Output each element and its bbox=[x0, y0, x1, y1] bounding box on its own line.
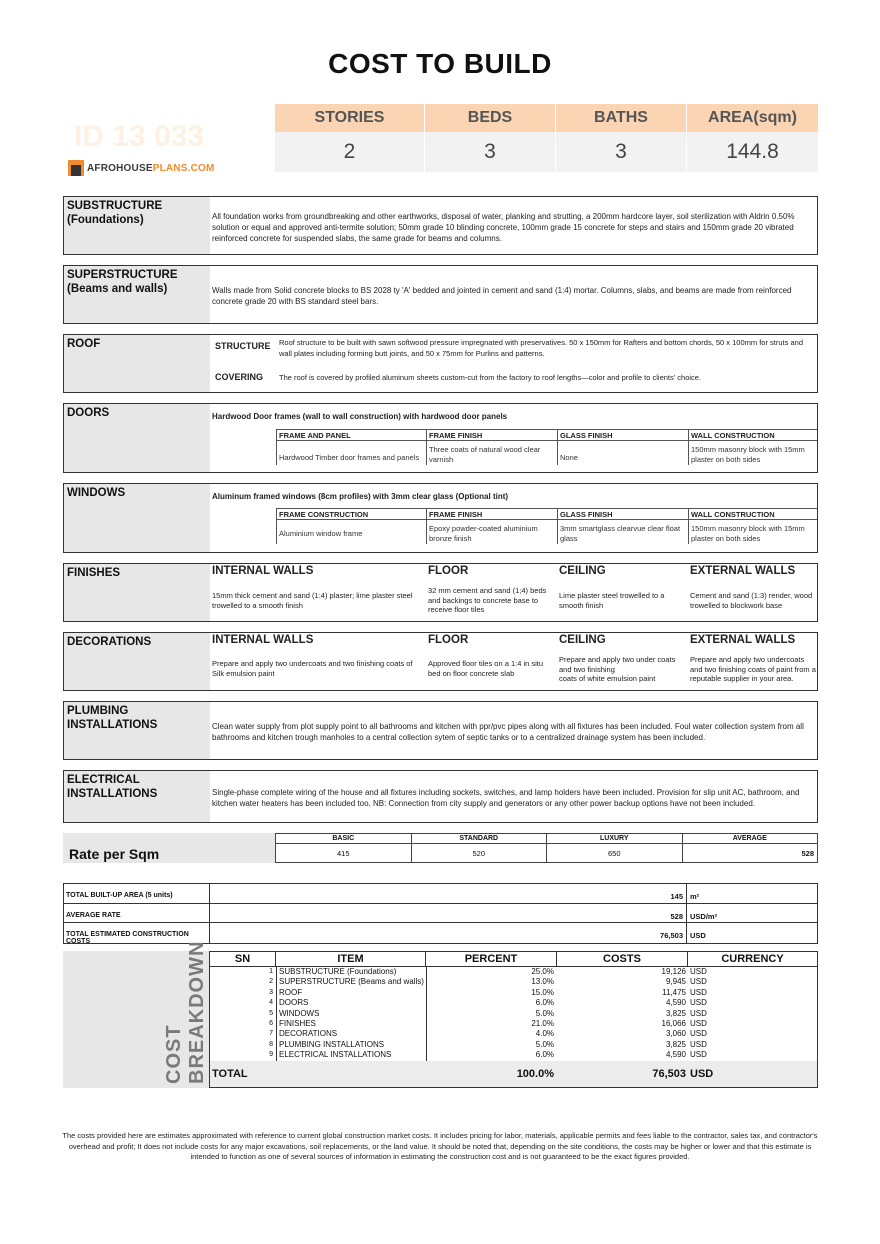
rate-value: 528 bbox=[801, 849, 814, 858]
section-label: DECORATIONS bbox=[64, 633, 210, 690]
section-decorations bbox=[63, 632, 818, 691]
roof-structure-text: Roof structure to be built with sawn softwood pressure impregnated with preservatives. 50 x 150mm for Rafters and bottom chords, 50 x 100mm for struts and wall plates including forming butt joints, and 50 x 75mm for Purlins and patterns. bbox=[279, 338, 803, 358]
breakdown-table bbox=[209, 951, 818, 1088]
stat-label: BEDS bbox=[425, 104, 555, 132]
table-cell: Epoxy powder-coated aluminium bronze finish bbox=[429, 524, 538, 543]
table-row: 9 ELECTRICAL INSTALLATIONS 6.0% 4,590 USD bbox=[269, 1050, 707, 1060]
rate-label: Rate per Sqm bbox=[63, 833, 275, 863]
table-row bbox=[64, 923, 817, 943]
column-header: INTERNAL WALLS bbox=[212, 565, 314, 577]
roof-covering-label: COVERING bbox=[215, 372, 264, 382]
stat-baths bbox=[556, 104, 687, 172]
house-stats bbox=[275, 104, 818, 172]
total-cost: 76,503 bbox=[652, 1068, 686, 1080]
section-label: ELECTRICAL INSTALLATIONS bbox=[64, 771, 210, 822]
table-row: 2 SUPERSTRUCTURE (Beams and walls) 13.0% 9,945 USD bbox=[269, 977, 707, 987]
finish-value: 32 mm cement and sand (1;4) beds and backings to concrete base to receive floor tiles bbox=[428, 586, 547, 614]
breakdown-side-label-1: COST bbox=[163, 1024, 185, 1084]
finish-value: 15mm thick cement and sand (1:4) plaster; lime plaster steel trowelled to a smooth finish bbox=[212, 591, 413, 610]
total-unit: USD bbox=[690, 931, 706, 940]
column-header: GLASS FINISH bbox=[558, 509, 688, 520]
stat-value: 3 bbox=[425, 132, 555, 172]
section-substructure bbox=[63, 196, 818, 255]
column-header: COSTS bbox=[557, 952, 688, 966]
windows-table bbox=[276, 508, 817, 544]
table-row: 7 DECORATIONS 4.0% 3,060 USD bbox=[269, 1029, 707, 1039]
table-row bbox=[64, 904, 817, 924]
table-row: 4 DOORS 6.0% 4,590 USD bbox=[269, 998, 707, 1008]
column-header: EXTERNAL WALLS bbox=[690, 634, 796, 646]
stat-value: 144.8 bbox=[687, 132, 818, 172]
table-cell: 3mm smartglass clearvue clear float glass bbox=[560, 524, 681, 543]
rate-header: AVERAGE bbox=[683, 834, 818, 844]
table-cell: 150mm masonry block with 15mm plaster on both sides bbox=[691, 445, 805, 464]
doors-table bbox=[276, 429, 817, 465]
section-finishes bbox=[63, 563, 818, 622]
page-title: COST TO BUILD bbox=[328, 48, 552, 79]
logo bbox=[68, 160, 215, 176]
table-cell: Aluminium window frame bbox=[279, 529, 363, 538]
decoration-value: Prepare and apply two undercoats and two finishing coats of Silk emulsion paint bbox=[212, 659, 413, 678]
section-electrical bbox=[63, 770, 818, 823]
rate-value: 520 bbox=[472, 849, 485, 858]
section-label: SUBSTRUCTURE (Foundations) bbox=[64, 197, 210, 254]
decoration-value: Prepare and apply two under coats and two finishing coats of white emulsion paint bbox=[559, 655, 676, 683]
table-cell: None bbox=[560, 453, 578, 462]
column-header: FLOOR bbox=[428, 565, 469, 577]
breakdown-side-label-2: BREAKDOWN bbox=[186, 940, 208, 1084]
table-row: 1 SUBSTRUCTURE (Foundations) 25.0% 19,126 USD bbox=[269, 967, 707, 976]
stat-label: STORIES bbox=[275, 104, 424, 132]
column-header: GLASS FINISH bbox=[558, 430, 688, 441]
table-cell: Three coats of natural wood clear varnish bbox=[429, 445, 541, 464]
table-row: 8 PLUMBING INSTALLATIONS 5.0% 3,825 USD bbox=[269, 1039, 707, 1049]
stat-value: 2 bbox=[275, 132, 424, 172]
total-unit: USD/m² bbox=[690, 911, 718, 921]
table-row: 5 WINDOWS 5.0% 3,825 USD bbox=[269, 1008, 707, 1018]
section-plumbing bbox=[63, 701, 818, 760]
rate-header: STANDARD bbox=[412, 834, 547, 844]
decoration-value: Prepare and apply two undercoats and two finishing coats of paint from a reputable supplier in your area. bbox=[690, 655, 816, 683]
section-text: Clean water supply from plot supply point to all bathrooms and kitchen with ppr/pvc pipes along with all fixtures has been included. Foul water collection system from all bathrooms and kitchen trough manholes to a central collection sytem of septic tanks or to a centralized drainage system has been included. bbox=[212, 722, 804, 742]
column-header: FRAME FINISH bbox=[427, 430, 557, 441]
column-header: CEILING bbox=[559, 565, 606, 577]
section-doors bbox=[63, 403, 818, 473]
breakdown-header bbox=[210, 952, 817, 967]
column-header: PERCENT bbox=[426, 952, 557, 966]
stat-value: 3 bbox=[556, 132, 686, 172]
rate-header: LUXURY bbox=[547, 834, 682, 844]
rate-value: 650 bbox=[607, 849, 621, 858]
table-cell: 150mm masonry block with 15mm plaster on both sides bbox=[691, 524, 805, 543]
total-currency: USD bbox=[690, 1068, 714, 1080]
section-label: WINDOWS bbox=[64, 484, 210, 552]
section-text: Single-phase complete wiring of the house and all fixtures including sockets, switches, and lamp holders have been included. Provision for slip unit AC, bathroom, and kitchen water heaters has been included too. NB: Connection from city supply and generators or any other power backup options have not been included. bbox=[212, 788, 800, 808]
stat-label: BATHS bbox=[556, 104, 686, 132]
column-header: FRAME AND PANEL bbox=[277, 430, 426, 441]
windows-heading: Aluminum framed windows (8cm profiles) with 3mm clear glass (Optional tint) bbox=[212, 492, 509, 501]
stat-beds bbox=[425, 104, 556, 172]
column-header: EXTERNAL WALLS bbox=[690, 565, 796, 577]
house-logo-icon bbox=[68, 160, 84, 176]
column-header: CURRENCY bbox=[721, 953, 784, 965]
section-roof bbox=[63, 334, 818, 393]
column-header: FLOOR bbox=[428, 634, 469, 646]
table-row: 3 ROOF 15.0% 11,475 USD bbox=[269, 987, 707, 997]
total-label: AVERAGE RATE bbox=[64, 904, 210, 923]
section-label: SUPERSTRUCTURE (Beams and walls) bbox=[64, 266, 210, 323]
column-header: WALL CONSTRUCTION bbox=[689, 430, 817, 441]
breakdown-total-row bbox=[210, 1061, 817, 1087]
total-label: TOTAL bbox=[212, 1068, 248, 1080]
section-label: ROOF bbox=[64, 335, 210, 392]
column-header: SN bbox=[210, 952, 276, 966]
stat-label: AREA(sqm) bbox=[687, 104, 818, 132]
column-header: CEILING bbox=[559, 634, 606, 646]
column-header: FRAME FINISH bbox=[427, 509, 557, 520]
stat-stories bbox=[275, 104, 425, 172]
section-windows bbox=[63, 483, 818, 553]
total-value: 76,503 bbox=[210, 923, 687, 943]
column-header: FRAME CONSTRUCTION bbox=[277, 509, 426, 520]
logo-text: AFROHOUSEPLANS.COM bbox=[87, 162, 215, 174]
column-header: WALL CONSTRUCTION bbox=[689, 509, 817, 520]
section-label: FINISHES bbox=[64, 564, 210, 621]
doors-heading: Hardwood Door frames (wall to wall construction) with hardwood door panels bbox=[212, 412, 508, 421]
total-label: TOTAL ESTIMATED CONSTRUCTION COSTS bbox=[64, 923, 210, 943]
table-row: 6 FINISHES 21.0% 16,066 USD bbox=[269, 1018, 707, 1028]
decoration-value: Approved floor tiles on a 1:4 in situ bed on floor concrete slab bbox=[428, 659, 544, 678]
total-value: 528 bbox=[210, 904, 687, 923]
breakdown-rows bbox=[210, 967, 817, 1060]
section-label: PLUMBING INSTALLATIONS bbox=[64, 702, 210, 759]
totals-table bbox=[63, 883, 818, 944]
breakdown-side-panel bbox=[63, 940, 209, 1088]
table-row bbox=[64, 884, 817, 904]
total-unit: m² bbox=[690, 892, 700, 901]
total-value: 145 bbox=[210, 884, 687, 903]
table-cell: Hardwood Timber door frames and panels bbox=[279, 453, 420, 462]
rate-table bbox=[275, 833, 818, 863]
total-percent: 100.0% bbox=[516, 1068, 554, 1080]
column-header: ITEM bbox=[276, 952, 426, 966]
stat-area bbox=[687, 104, 818, 172]
section-text: All foundation works from groundbreaking and other earthworks, disposal of water, planking and strutting, a 200mm hardcore layer, soil sterilization with Aldrin 0.50% solution or equal and approved anti-termite solution; 50mm grade 10 blinding concrete, 100mm grade 15 concrete for steps and stairs and 150mm grade 20 vibrated reinforced concrete for suspended slabs, the same grade for beams and columns. bbox=[212, 212, 795, 243]
roof-covering-text: The roof is covered by profiled aluminum sheets custom-cut from the factory to roof lengths—color and profile to clients' choice. bbox=[279, 373, 702, 382]
disclaimer-footer: The costs provided here are estimates approximated with reference to current global construction market costs. It includes pricing for labor, materials, applicable permits and fees liable to the contractor, sales tax, and contractor's overhead and profit; It does not include costs for any major excavations, soil replacements, or the land value. It should be noted that, depending on the site conditions, the costs may be higher or lower and that this estimate is intended to function as one of several sources of information in estimating the construction cost and is not guaranteed to be the exact figures provided. bbox=[62, 1131, 818, 1161]
section-superstructure bbox=[63, 265, 818, 324]
section-text: Walls made from Solid concrete blocks to BS 2028 ty 'A' bedded and jointed in cement and sand (1:4) mortar. Columns, slabs, and beams are made from reinforced concrete grade 20 with BS standard steel bars. bbox=[212, 286, 792, 306]
roof-structure-label: STRUCTURE bbox=[215, 341, 271, 351]
rate-value: 415 bbox=[336, 849, 350, 858]
plan-id-watermark: ID 13 033 bbox=[74, 120, 205, 153]
total-label: TOTAL BUILT-UP AREA (5 units) bbox=[64, 884, 210, 903]
finish-value: Lime plaster steel trowelled to a smooth finish bbox=[559, 591, 665, 610]
finish-value: Cement and sand (1:3) render, wood trowelled to blockwork base bbox=[690, 591, 813, 610]
column-header: INTERNAL WALLS bbox=[212, 634, 314, 646]
section-label: DOORS bbox=[64, 404, 210, 472]
rate-header: BASIC bbox=[276, 834, 411, 844]
